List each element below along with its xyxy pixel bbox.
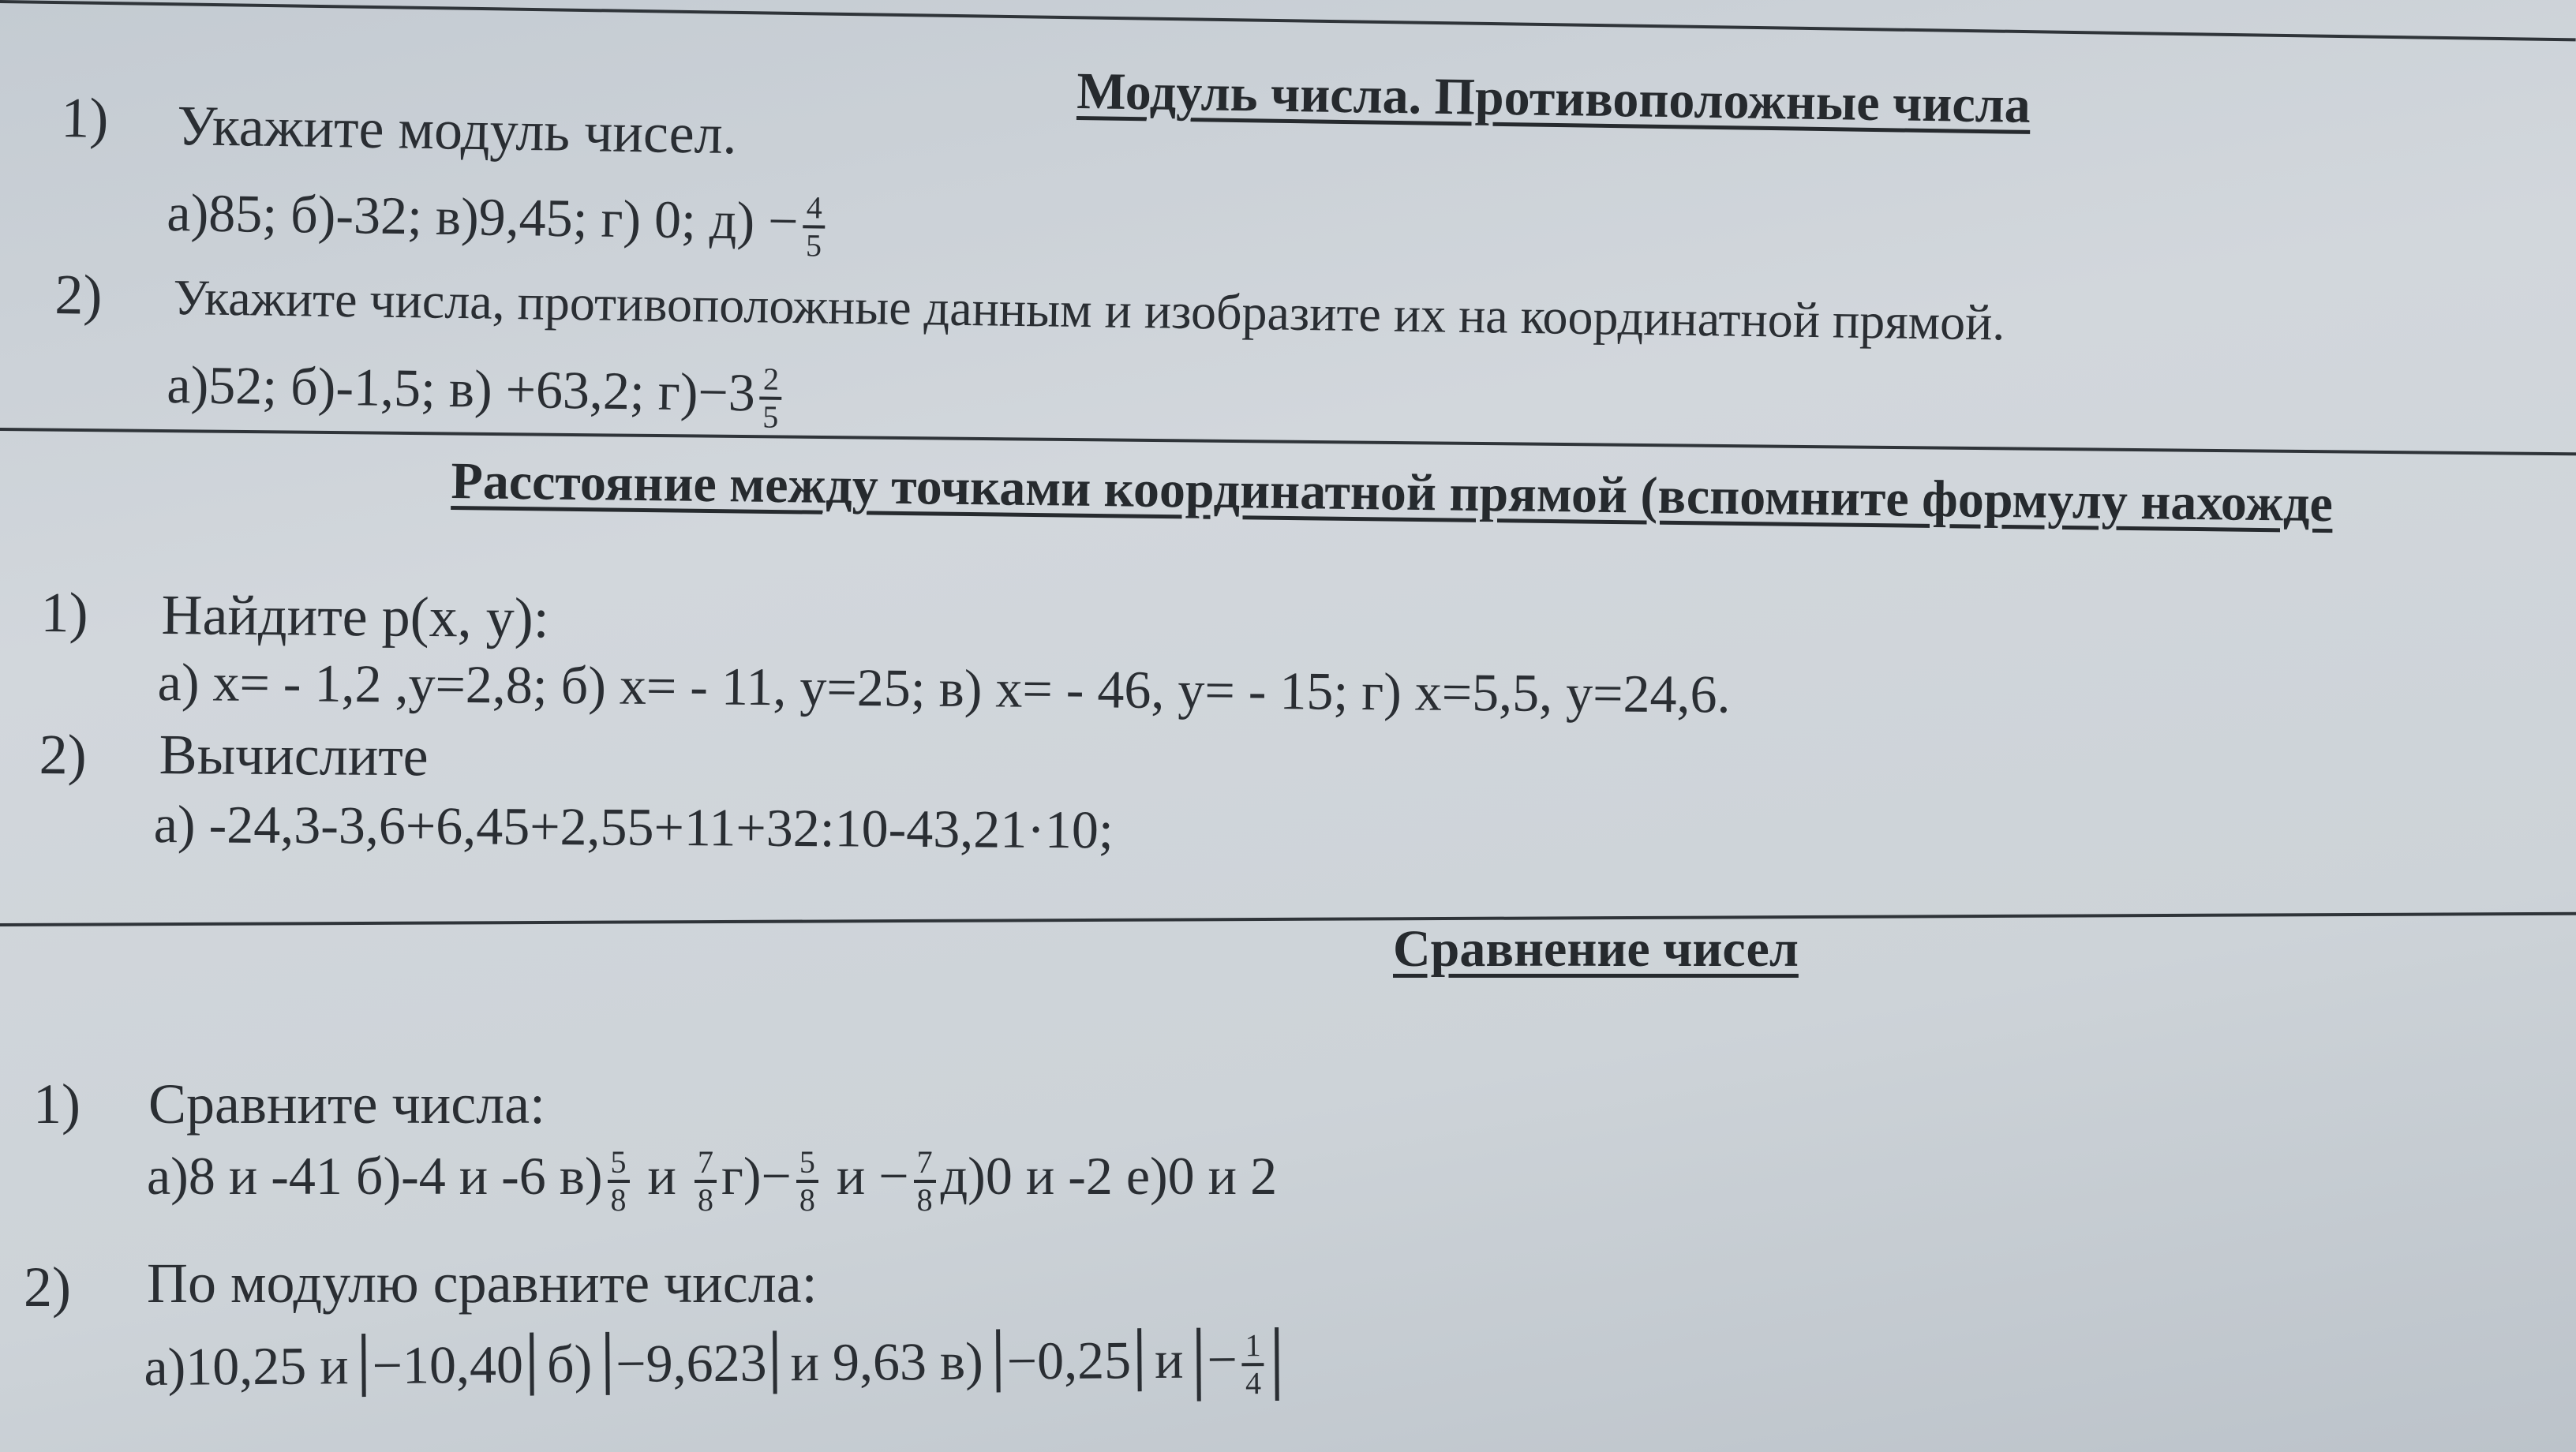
fraction-5-8-b: $\frac{5}{8}$ [796,1145,818,1218]
section3-task2-items [144,1312,1279,1414]
fraction-1-4: $\frac{1}{4}$ [1242,1328,1265,1401]
section3-task2-part-a: а)10,25 и [144,1335,349,1397]
fraction-5-8: $\frac{5}{8}$ [608,1145,630,1218]
divider-section1-2 [0,428,2576,456]
section1-task1-text: Укажите модуль чисел. [176,93,738,167]
section3-task2-text: По модулю сравните числа: [147,1252,818,1315]
section3-task1-items [147,1128,1277,1223]
section3-task1-number: 1) [33,1072,80,1136]
section2-heading: Расстояние между точками координатной прямой (вспомните формулу нахожде [451,451,2334,533]
section3-task1-text: Сравните числа: [148,1072,546,1136]
fraction-7-8-b: $\frac{7}{8}$ [914,1145,936,1218]
section1-task2-items [167,354,788,435]
section3-task1-part-g: г)− [721,1146,792,1206]
fraction-2-5: $\frac{2}{5}$ [759,362,782,435]
section3-task1-part-end: д)0 и -2 е)0 и 2 [940,1146,1278,1206]
abs-value-4 [1196,1327,1279,1401]
section1-task2-items-text: а)52; б)-1,5; в) +63,2; г)−3 [166,354,756,423]
section1-task1-items [167,182,830,264]
divider-section2-3 [0,912,2576,926]
section1-task2-text: Укажите числа, противоположные данным и изобразите их на координатной прямой. [172,268,2005,351]
section3-task2-and: и [1154,1329,1184,1390]
section3-task1-part-a: а)8 и -41 б)-4 и -6 в) [147,1146,603,1206]
section1-task1-number: 1) [60,85,109,150]
section2-task2-number: 2) [39,723,87,787]
section3-task2-part-b: б) [546,1334,593,1394]
section2-task1-number: 1) [40,580,88,645]
section2-task2-items: а) -24,3-3,6+6,45+2,55+11+32:10-43,21·10; [153,794,1114,860]
section3-task1-and2: и − [836,1146,909,1206]
section3-heading: Сравнение чисел [1393,920,1799,978]
section3-task2-number: 2) [24,1256,71,1319]
section1-task1-items-text: а)85; б)-32; в)9,45; г) 0; д) − [166,182,799,252]
section2-task2-text: Вычислите [159,723,429,788]
section3-task1-and1: и [647,1146,676,1206]
abs-value-4-sign: − [1207,1329,1238,1390]
section2-task1-text: Найдите р(х, у): [161,582,550,650]
abs-value-1: −10,40 [361,1333,534,1398]
divider-top [0,0,2576,41]
fraction-4-5: $\frac{4}{5}$ [803,191,826,264]
section1-heading: Модуль числа. Противоположные числа [1076,62,2031,134]
abs-value-2: −9,623 [605,1330,777,1395]
section1-task2-number: 2) [54,262,103,327]
section2-task1-items: а) х= - 1,2 ,у=2,8; б) х= - 11, у=25; в) х= - 46, у= - 15; г) х=5,5, у=24,6. [157,651,1731,724]
section3-task2-part-b2: и 9,63 в) [790,1330,984,1393]
abs-value-3: −0,25 [996,1328,1141,1392]
fraction-7-8: $\frac{7}{8}$ [695,1145,717,1218]
